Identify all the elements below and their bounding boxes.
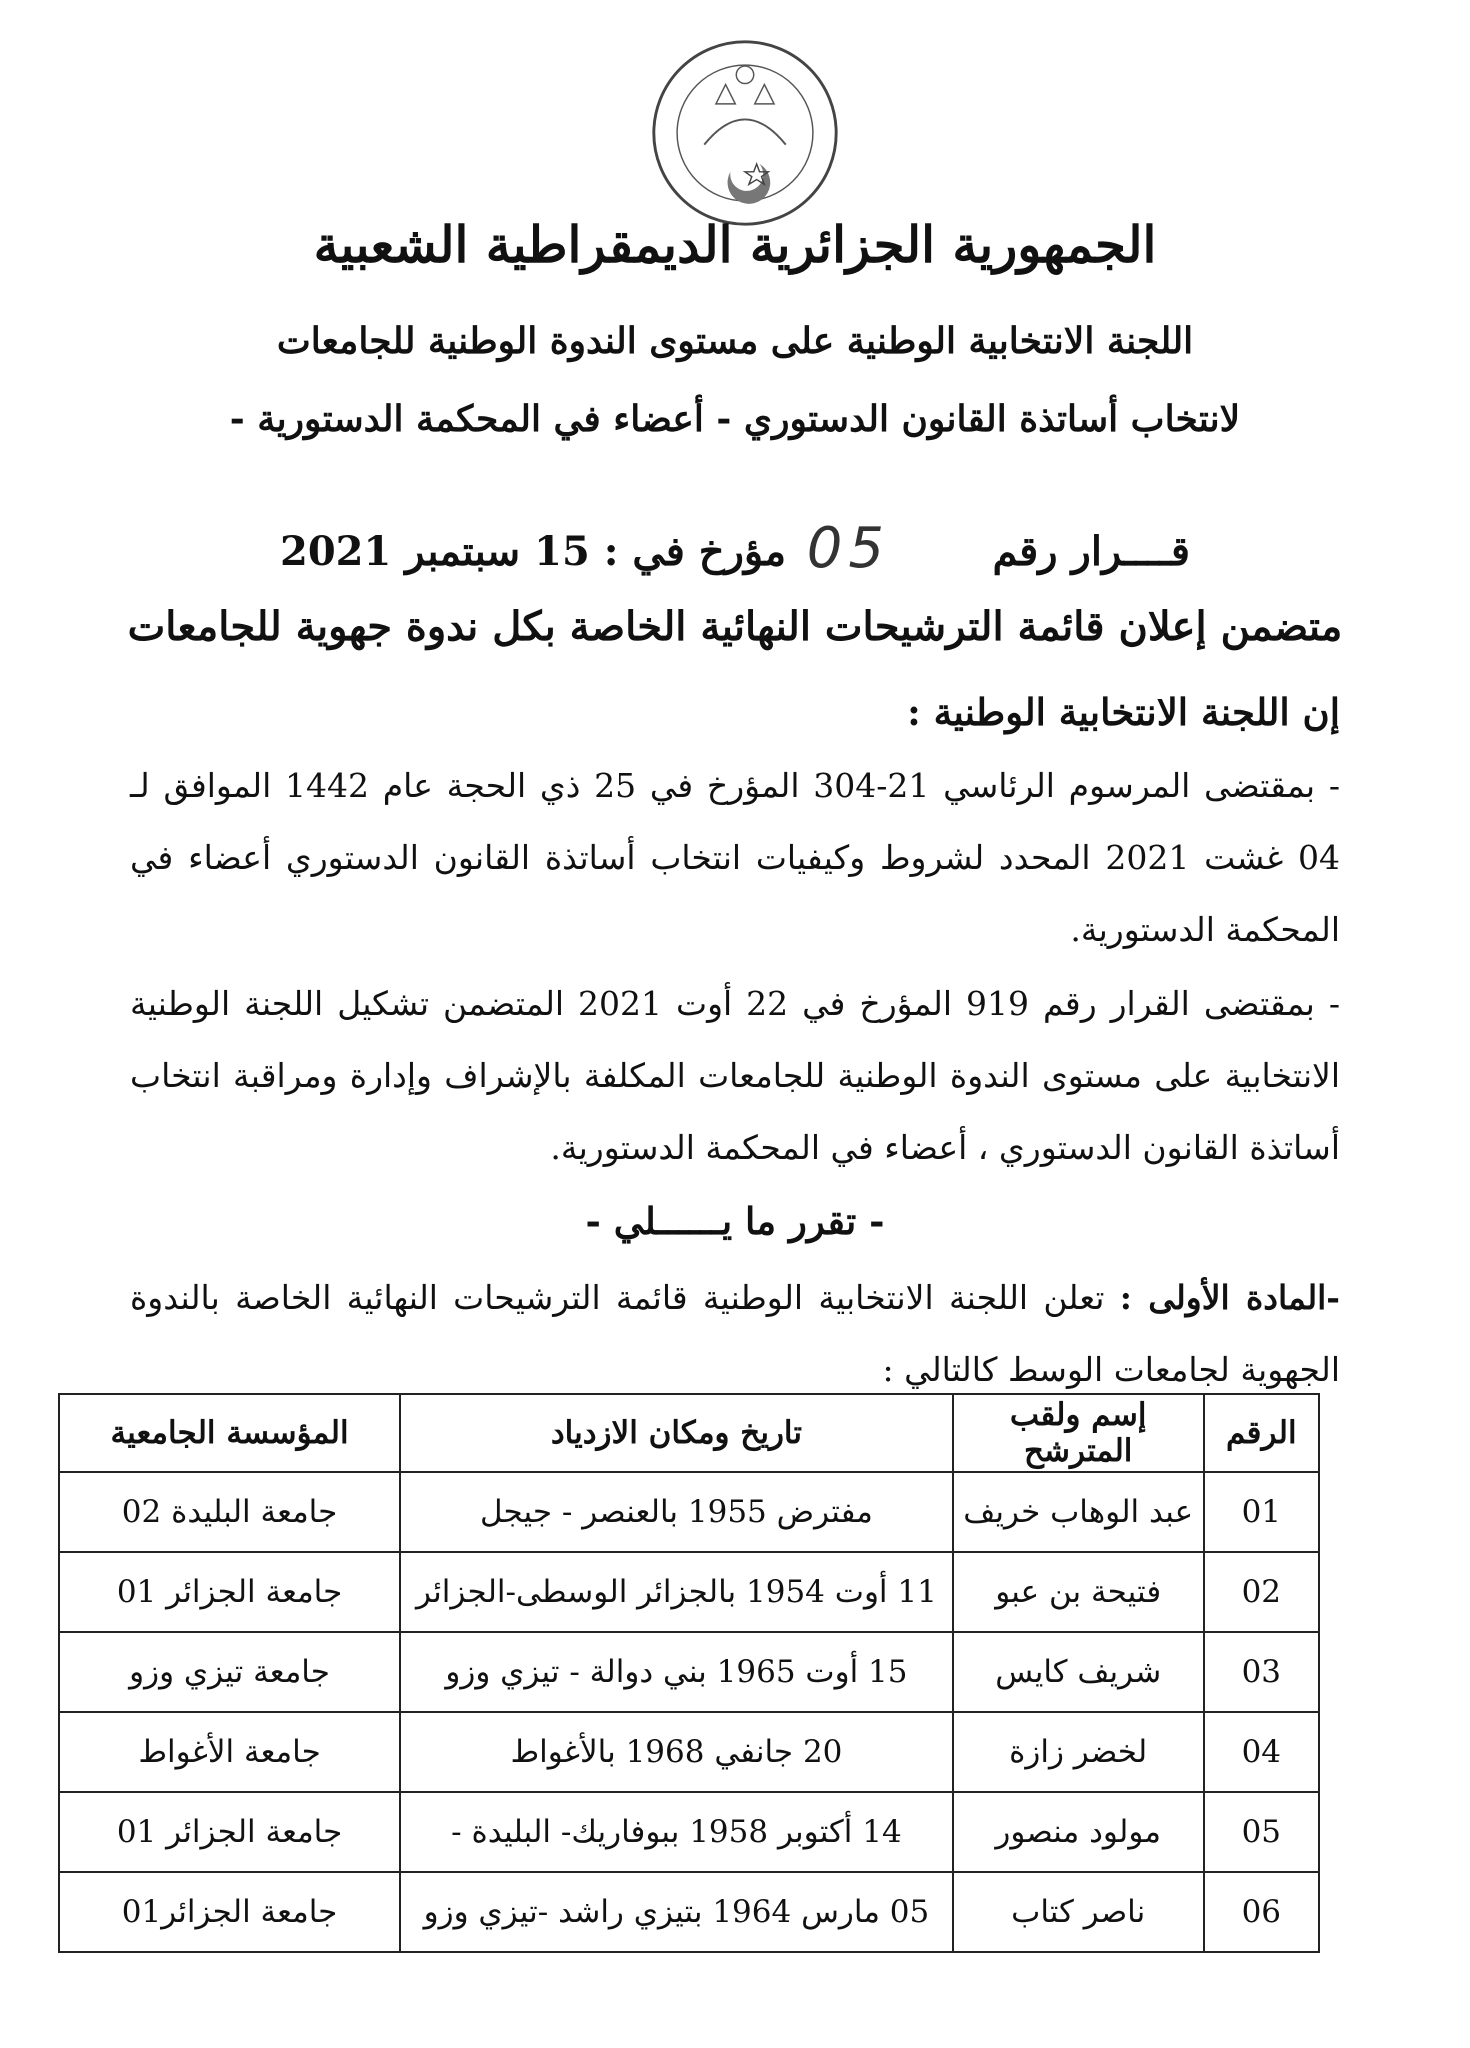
election-title: لانتخاب أساتذة القانون الدستوري - أعضاء في المحكمة الدستورية - <box>229 398 1241 440</box>
table-row <box>59 1552 1319 1632</box>
cell-institution: جامعة البليدة 02 <box>59 1472 400 1552</box>
article-text: تعلن اللجنة الانتخابية الوطنية قائمة الترشيحات النهائية الخاصة بالندوة الجهوية لجامعات الوسط كالتالي : <box>130 1278 1340 1389</box>
cell-number: 04 <box>1204 1712 1319 1792</box>
header-name: إسم ولقب المترشح <box>953 1394 1204 1472</box>
state-emblem-seal <box>648 36 842 230</box>
candidates-table <box>58 1393 1320 1953</box>
considering-paragraph-1: - بمقتضى المرسوم الرئاسي 21-304 المؤرخ في 25 ذي الحجة عام 1442 الموافق لـ 04 غشت 2021 المحدد لشروط وكيفيات انتخاب أساتذة القانون الدستوري أعضاء في المحكمة الدستورية. <box>130 766 1340 949</box>
cell-number: 02 <box>1204 1552 1319 1632</box>
table-row <box>59 1632 1319 1712</box>
considering-paragraph-2: - بمقتضى القرار رقم 919 المؤرخ في 22 أوت 2021 المتضمن تشكيل اللجنة الوطنية الانتخابية على مستوى الندوة الوطنية للجامعات المكلفة بالإشراف وإدارة ومراقبة انتخاب أساتذة القانون الدستوري ، أعضاء في المحكمة الدستورية. <box>130 984 1340 1167</box>
cell-institution: جامعة الجزائر 01 <box>59 1552 400 1632</box>
decision-subject: متضمن إعلان قائمة الترشيحات النهائية الخاصة بكل ندوة جهوية للجامعات <box>127 603 1343 650</box>
cell-name: شريف كايس <box>953 1632 1204 1712</box>
cell-institution: جامعة الجزائر01 <box>59 1872 400 1952</box>
table-row <box>59 1872 1319 1952</box>
cell-number: 06 <box>1204 1872 1319 1952</box>
table-header-row <box>59 1394 1319 1472</box>
decision-label: قــــرار رقم <box>992 528 1190 575</box>
cell-number: 05 <box>1204 1792 1319 1872</box>
cell-number: 01 <box>1204 1472 1319 1552</box>
decision-line <box>280 516 1190 592</box>
cell-birth: 20 جانفي 1968 بالأغواط <box>400 1712 953 1792</box>
cell-number: 03 <box>1204 1632 1319 1712</box>
cell-institution: جامعة الأغواط <box>59 1712 400 1792</box>
table-row <box>59 1712 1319 1792</box>
header-birth: تاريخ ومكان الازدياد <box>400 1394 953 1472</box>
cell-birth: 05 مارس 1964 بتيزي راشد -تيزي وزو <box>400 1872 953 1952</box>
header-number: الرقم <box>1204 1394 1319 1472</box>
intro-heading: إن اللجنة الانتخابية الوطنية : <box>907 690 1340 734</box>
decision-number: 05 <box>806 516 890 581</box>
cell-name: لخضر زازة <box>953 1712 1204 1792</box>
article-one <box>130 1262 1340 1406</box>
table-row <box>59 1472 1319 1552</box>
cell-birth: 11 أوت 1954 بالجزائر الوسطى-الجزائر <box>400 1552 953 1632</box>
committee-title: اللجنة الانتخابية الوطنية على مستوى الندوة الوطنية للجامعات <box>276 320 1194 362</box>
header-institution: المؤسسة الجامعية <box>59 1394 400 1472</box>
republic-title: الجمهورية الجزائرية الديمقراطية الشعبية <box>313 215 1157 274</box>
cell-name: مولود منصور <box>953 1792 1204 1872</box>
cell-name: ناصر كتاب <box>953 1872 1204 1952</box>
cell-institution: جامعة تيزي وزو <box>59 1632 400 1712</box>
cell-birth: 14 أكتوبر 1958 ببوفاريك- البليدة - <box>400 1792 953 1872</box>
article-label: -المادة الأولى : <box>1119 1278 1340 1317</box>
cell-birth: 15 أوت 1965 بني دوالة - تيزي وزو <box>400 1632 953 1712</box>
table-row <box>59 1792 1319 1872</box>
decision-date: مؤرخ في : 15 سبتمبر 2021 <box>280 528 787 575</box>
cell-name: فتيحة بن عبو <box>953 1552 1204 1632</box>
cell-name: عبد الوهاب خريف <box>953 1472 1204 1552</box>
cell-birth: مفترض 1955 بالعنصر - جيجل <box>400 1472 953 1552</box>
decides-heading: - تقرر ما يــــــلي - <box>585 1199 885 1243</box>
cell-institution: جامعة الجزائر 01 <box>59 1792 400 1872</box>
